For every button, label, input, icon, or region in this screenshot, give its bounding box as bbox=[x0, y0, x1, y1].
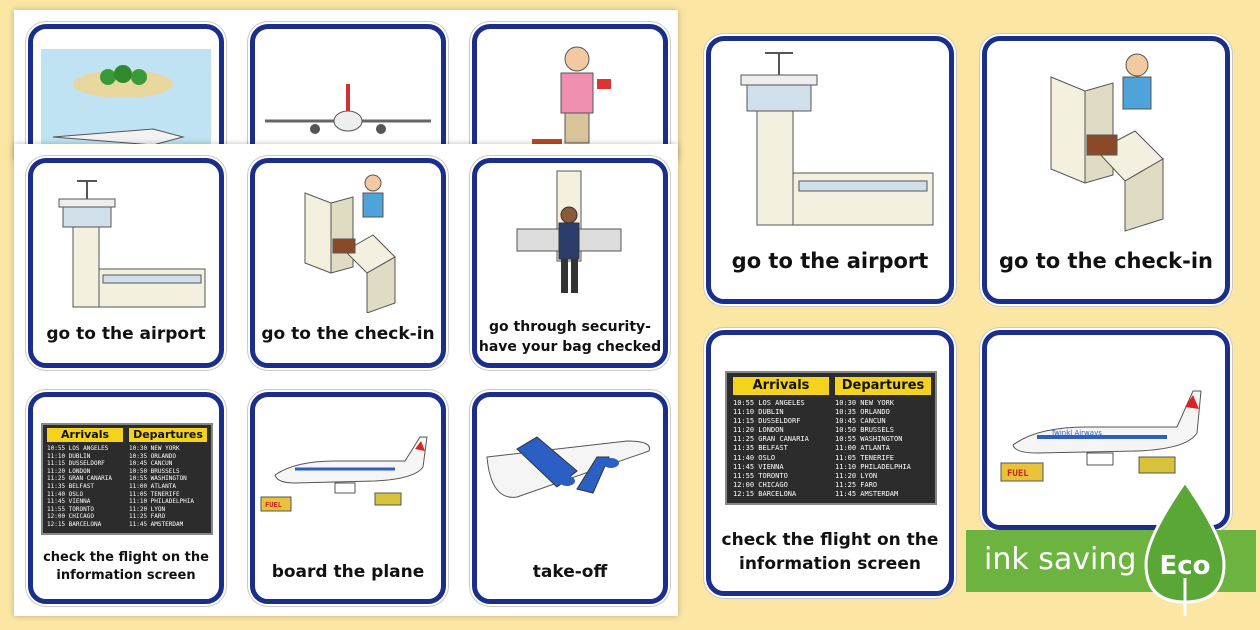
flight-row: 11:45 AMSTERDAM bbox=[835, 489, 899, 498]
card-caption-line2: information screen bbox=[739, 554, 921, 574]
arrivals-list bbox=[733, 399, 829, 499]
flight-row: 11:20 LONDON bbox=[47, 467, 91, 475]
arrivals-header: Arrivals bbox=[47, 428, 123, 442]
flight-row: 11:00 ATLANTA bbox=[129, 482, 176, 490]
flight-row: 10:55 LOS ANGELES bbox=[47, 445, 109, 452]
flight-row: 11:55 TORONTO bbox=[733, 471, 788, 480]
flight-row: 11:15 DUSSELDORF bbox=[47, 460, 105, 468]
checkin-desk-icon bbox=[987, 41, 1225, 241]
eco-leaf-icon bbox=[1140, 478, 1230, 618]
flight-row: 11:25 FARO bbox=[129, 513, 166, 521]
flight-row: 10:55 WASHINGTON bbox=[835, 435, 903, 444]
card-caption: go to the airport bbox=[46, 324, 206, 344]
flight-row: 10:50 BRUSSELS bbox=[835, 426, 895, 435]
flight-row: 10:30 NEW YORK bbox=[835, 399, 895, 407]
card-go-to-checkin-large bbox=[982, 36, 1230, 304]
card-caption: go to the airport bbox=[731, 249, 929, 273]
card-caption-line1: go through security- bbox=[489, 319, 651, 335]
flight-row: 11:10 DUBLIN bbox=[733, 408, 784, 417]
arrivals-list bbox=[47, 445, 125, 529]
flight-row: 12:15 BARCELONA bbox=[47, 520, 102, 528]
flight-row: 10:50 BRUSSELS bbox=[129, 467, 180, 475]
flight-row: 11:45 AMSTERDAM bbox=[129, 520, 184, 528]
card-board-plane bbox=[250, 392, 446, 604]
flight-row: 11:35 BELFAST bbox=[47, 482, 94, 490]
flight-row: 11:40 OSLO bbox=[733, 453, 776, 462]
flight-row: 12:00 CHICAGO bbox=[47, 513, 94, 521]
flight-row: 10:55 WASHINGTON bbox=[129, 475, 187, 483]
departures-list bbox=[129, 445, 207, 529]
checkin-desk-icon bbox=[255, 163, 441, 313]
control-tower-icon bbox=[33, 163, 219, 313]
flight-row: 11:05 TENERIFE bbox=[129, 490, 180, 498]
flight-row: 11:55 TORONTO bbox=[47, 505, 94, 513]
flight-row: 11:40 OSLO bbox=[47, 490, 84, 498]
departures-header: Departures bbox=[835, 377, 931, 395]
card-caption: go to the check-in bbox=[998, 249, 1213, 273]
card-caption: go to the check-in bbox=[261, 324, 435, 344]
flight-row: 11:10 PHILADELPHIA bbox=[835, 462, 911, 471]
flight-row: 11:25 GRAN CANARIA bbox=[47, 475, 113, 483]
fuel-label: FUEL bbox=[1007, 469, 1029, 479]
flight-row: 12:00 CHICAGO bbox=[733, 480, 788, 489]
info-screen bbox=[725, 371, 937, 505]
control-tower-icon bbox=[711, 41, 949, 241]
card-security bbox=[472, 158, 668, 368]
flight-row: 10:35 ORLANDO bbox=[835, 408, 890, 417]
flight-row: 10:45 CANCUN bbox=[129, 460, 173, 468]
flight-row: 10:45 CANCUN bbox=[835, 417, 886, 426]
security-scanner-icon bbox=[477, 163, 663, 313]
card-caption-line2: information screen bbox=[56, 568, 196, 583]
flight-row: 11:45 VIENNA bbox=[47, 498, 91, 506]
eco-label: Eco bbox=[1159, 551, 1211, 581]
arrivals-header: Arrivals bbox=[733, 377, 829, 395]
flight-row: 11:05 TENERIFE bbox=[835, 453, 895, 462]
flight-row: 11:10 DUBLIN bbox=[47, 452, 91, 460]
boarding-plane-icon bbox=[255, 397, 441, 527]
card-caption-line1: check the flight on the bbox=[43, 550, 209, 565]
flight-row: 11:45 VIENNA bbox=[733, 462, 784, 471]
card-caption-line2: have your bag checked bbox=[478, 339, 662, 355]
takeoff-plane-icon bbox=[477, 397, 663, 527]
flight-row: 10:35 ORLANDO bbox=[129, 452, 176, 460]
card-take-off bbox=[472, 392, 668, 604]
card-check-flight bbox=[28, 392, 224, 604]
flight-row: 11:15 DUSSELDORF bbox=[733, 417, 801, 426]
back-sheet bbox=[14, 10, 678, 160]
departures-list bbox=[835, 399, 931, 499]
flight-row: 10:30 NEW YORK bbox=[129, 445, 180, 452]
flight-row: 11:25 FARO bbox=[835, 480, 878, 489]
flight-row: 10:55 LOS ANGELES bbox=[733, 399, 805, 407]
fuel-label: FUEL bbox=[265, 501, 282, 509]
card-go-to-airport bbox=[28, 158, 224, 368]
flight-row: 11:20 LYON bbox=[835, 471, 878, 480]
departures-header: Departures bbox=[129, 428, 207, 442]
info-screen bbox=[41, 423, 213, 535]
airline-label: Twinkl Airways bbox=[1051, 429, 1102, 437]
front-sheet bbox=[14, 144, 678, 616]
ink-saving-text: ink saving bbox=[984, 542, 1137, 577]
flight-row: 11:20 LYON bbox=[129, 505, 166, 513]
card-check-flight-large bbox=[706, 330, 954, 596]
card-caption-line1: check the flight on the bbox=[721, 530, 939, 550]
flight-row: 11:00 ATLANTA bbox=[835, 444, 890, 453]
flight-row: 11:20 LONDON bbox=[733, 426, 784, 435]
flight-row: 11:10 PHILADELPHIA bbox=[129, 498, 195, 506]
card-caption: take-off bbox=[532, 562, 608, 582]
card-go-to-checkin bbox=[250, 158, 446, 368]
flight-row: 12:15 BARCELONA bbox=[733, 489, 797, 498]
card-go-to-airport-large bbox=[706, 36, 954, 304]
flight-row: 11:25 GRAN CANARIA bbox=[733, 435, 809, 444]
flight-row: 11:35 BELFAST bbox=[733, 444, 788, 453]
card-caption: board the plane bbox=[271, 562, 425, 582]
